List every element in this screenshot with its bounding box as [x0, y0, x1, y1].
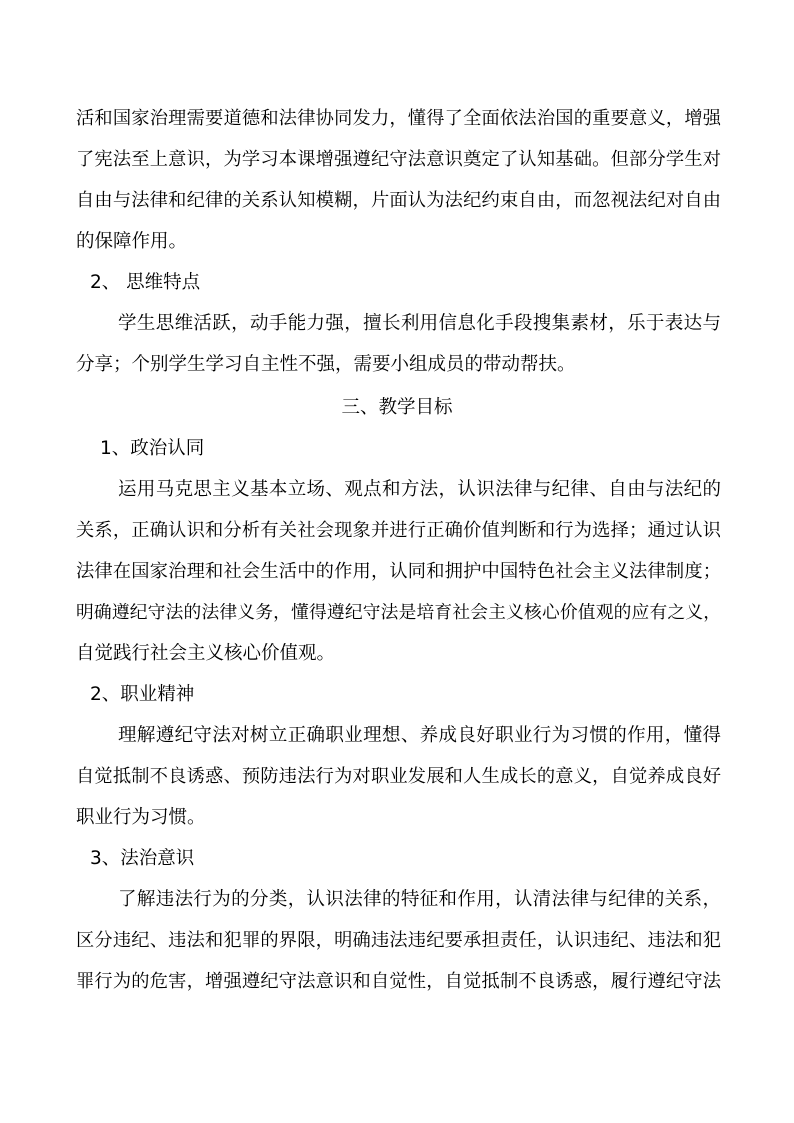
body-text-line: 法律在国家治理和社会生活中的作用，认同和拥护中国特色社会主义法律制度；: [76, 561, 721, 582]
body-text-line: 分享；个别学生学习自主性不强，需要小组成员的带动帮扶。: [76, 354, 576, 375]
body-text-line: 自觉抵制不良诱惑、预防违法行为对职业发展和人生成长的意义，自觉养成良好: [76, 766, 721, 787]
body-text-line: 区分违纪、违法和犯罪的界限，明确违法违纪要承担责任，认识违纪、违法和犯: [76, 930, 721, 951]
body-text-line: 活和国家治理需要道德和法律协同发力，懂得了全面依法治国的重要意义，增强: [76, 108, 721, 129]
body-text-line: 运用马克思主义基本立场、观点和方法，认识法律与纪律、自由与法纪的: [118, 479, 721, 500]
section-heading: 3、法治意识: [90, 848, 195, 869]
body-text-line: 关系，正确认识和分析有关社会现象并进行正确价值判断和行为选择；通过认识: [76, 520, 721, 541]
section-heading: 1、政治认同: [100, 438, 205, 459]
body-text-line: 了宪法至上意识，为学习本课增强遵纪守法意识奠定了认知基础。但部分学生对: [76, 149, 721, 170]
body-text-line: 学生思维活跃，动手能力强，擅长利用信息化手段搜集素材，乐于表达与: [118, 313, 721, 334]
body-text-line: 了解违法行为的分类，认识法律的特征和作用，认清法律与纪律的关系，: [118, 889, 721, 910]
section-heading: 2、 思维特点: [90, 272, 201, 293]
body-text-line: 理解遵纪守法对树立正确职业理想、养成良好职业行为习惯的作用，懂得: [118, 725, 721, 746]
body-text-line: 自觉践行社会主义核心价值观。: [76, 643, 336, 664]
body-text-line: 职业行为习惯。: [76, 807, 206, 828]
section-heading: 2、职业精神: [90, 684, 195, 705]
body-text-line: 罪行为的危害，增强遵纪守法意识和自觉性，自觉抵制不良诱惑，履行遵纪守法: [76, 971, 721, 992]
body-text-line: 自由与法律和纪律的关系认知模糊，片面认为法纪约束自由，而忽视法纪对自由: [76, 190, 721, 211]
chapter-heading: 三、教学目标: [341, 397, 453, 418]
body-text-line: 的保障作用。: [76, 231, 188, 252]
body-text-line: 明确遵纪守法的法律义务，懂得遵纪守法是培育社会主义核心价值观的应有之义，: [76, 603, 721, 623]
